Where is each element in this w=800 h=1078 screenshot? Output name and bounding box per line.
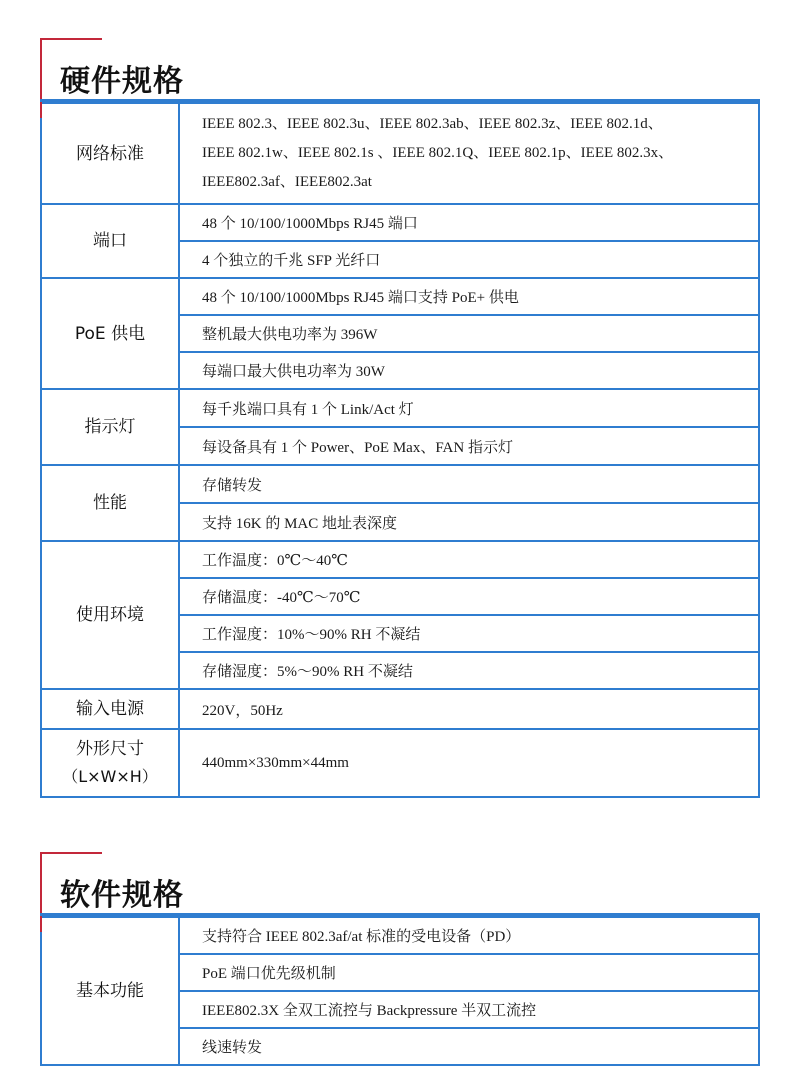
value-cell: 220V，50Hz: [179, 689, 759, 729]
category-indicators: 指示灯: [41, 389, 179, 465]
software-header: [40, 852, 760, 916]
table-row: [41, 729, 759, 797]
table-row: [41, 541, 759, 578]
value-cell: 48 个 10/100/1000Mbps RJ45 端口: [179, 204, 759, 241]
hardware-spec-table: [40, 102, 760, 798]
header-rule: [40, 99, 760, 102]
value-cell: IEEE802.3X 全双工流控与 Backpressure 半双工流控: [179, 991, 759, 1028]
category-network-standard: 网络标准: [41, 103, 179, 204]
value-cell: 整机最大供电功率为 396W: [179, 315, 759, 352]
software-title: 软件规格: [60, 878, 184, 913]
table-row: [41, 689, 759, 729]
category-ports: 端口: [41, 204, 179, 278]
table-row: [41, 917, 759, 954]
value-cell: 每千兆端口具有 1 个 Link/Act 灯: [179, 389, 759, 427]
header-rule: [40, 913, 760, 916]
value-cell: 工作温度：0℃～40℃: [179, 541, 759, 578]
category-poe-power: PoE 供电: [41, 278, 179, 389]
value-cell: 存储温度：-40℃～70℃: [179, 578, 759, 615]
table-row: [41, 465, 759, 503]
dimensions-sub-label: （L×W×H）: [62, 767, 158, 786]
value-cell: 存储湿度：5%～90% RH 不凝结: [179, 652, 759, 689]
category-basic-functions: 基本功能: [41, 917, 179, 1065]
value-cell: 440mm×330mm×44mm: [179, 729, 759, 797]
category-dimensions: [41, 729, 179, 797]
category-power-input: 输入电源: [41, 689, 179, 729]
table-row: [41, 204, 759, 241]
hardware-header: [40, 38, 760, 102]
value-cell: 存储转发: [179, 465, 759, 503]
value-cell: 48 个 10/100/1000Mbps RJ45 端口支持 PoE+ 供电: [179, 278, 759, 315]
dimensions-label: 外形尺寸: [76, 739, 144, 759]
value-cell: PoE 端口优先级机制: [179, 954, 759, 991]
table-row: [41, 389, 759, 427]
software-section: [40, 852, 760, 1066]
hardware-section: [40, 38, 760, 798]
value-cell: 工作湿度：10%～90% RH 不凝结: [179, 615, 759, 652]
table-row: [41, 103, 759, 204]
hardware-title: 硬件规格: [60, 64, 184, 99]
category-environment: 使用环境: [41, 541, 179, 689]
value-cell: 支持符合 IEEE 802.3af/at 标准的受电设备（PD）: [179, 917, 759, 954]
value-cell: 线速转发: [179, 1028, 759, 1065]
value-cell: 每端口最大供电功率为 30W: [179, 352, 759, 389]
software-spec-table: [40, 916, 760, 1066]
value-line: IEEE 802.1w、IEEE 802.1s 、IEEE 802.1Q、IEEE 802.1p、IEEE 802.3x、: [202, 145, 674, 161]
value-cell: 每设备具有 1 个 Power、PoE Max、FAN 指示灯: [179, 427, 759, 465]
table-row: [41, 278, 759, 315]
value-line: IEEE802.3af、IEEE802.3at: [202, 174, 372, 190]
value-cell: 支持 16K 的 MAC 地址表深度: [179, 503, 759, 541]
category-performance: 性能: [41, 465, 179, 541]
value-line: IEEE 802.3、IEEE 802.3u、IEEE 802.3ab、IEEE 802.3z、IEEE 802.1d、: [202, 116, 663, 132]
network-standard-values: [179, 103, 759, 204]
value-cell: 4 个独立的千兆 SFP 光纤口: [179, 241, 759, 278]
